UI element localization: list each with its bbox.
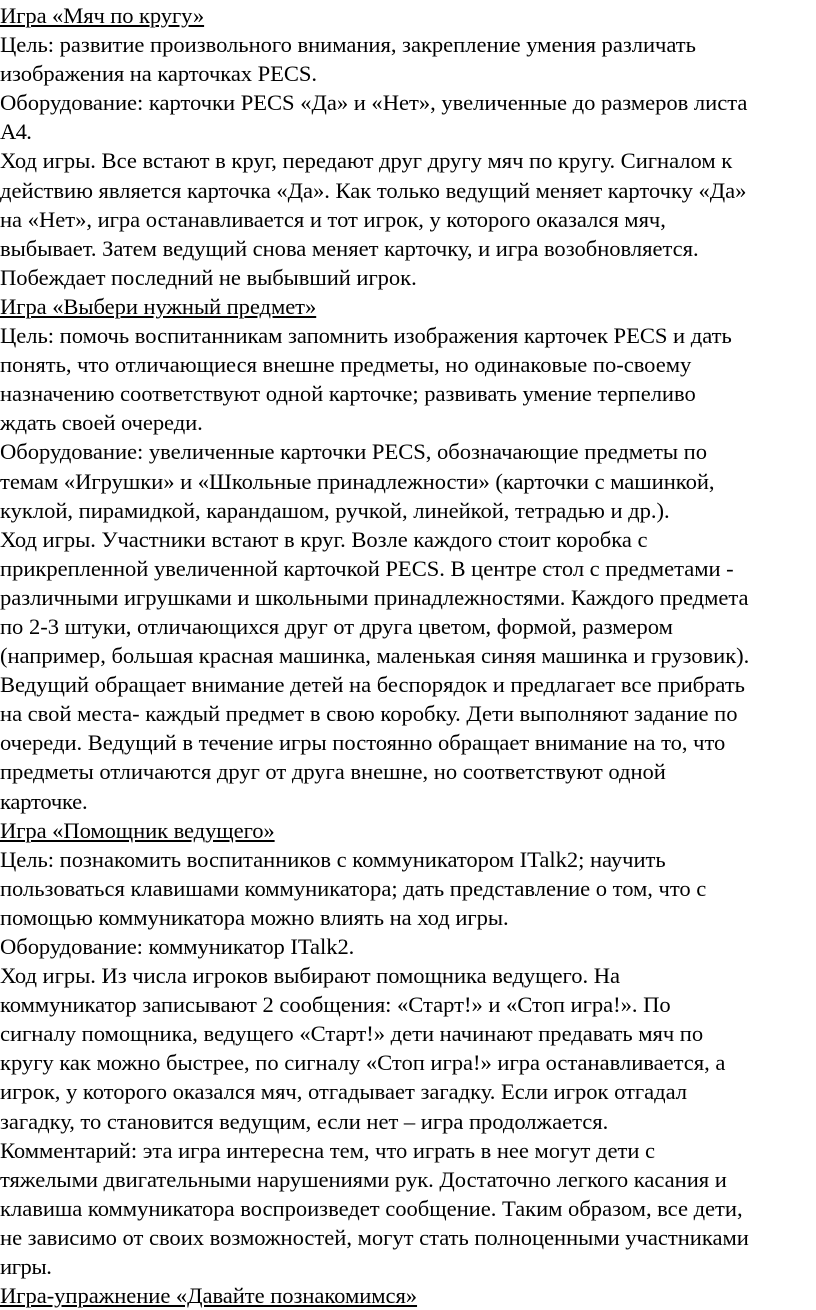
text-line: не зависимо от своих возможностей, могут стать полноценными участниками — [0, 1224, 749, 1250]
text-line: на «Нет», игра останавливается и тот игрок, у которого оказался мяч, — [0, 206, 666, 232]
text-line: Цель: помочь воспитанникам запомнить изображения карточек PECS и дать — [0, 323, 732, 349]
section-heading: Игра-упражнение «Давайте познакомимся» — [0, 1283, 418, 1309]
text-line: ждать своей очереди. — [0, 410, 203, 436]
text-line: назначению соответствуют одной карточке; развивать умение терпеливо — [0, 381, 696, 407]
section-heading: Игра «Помощник ведущего» — [0, 817, 275, 843]
text-line: на свой места- каждый предмет в свою коробку. Дети выполняют задание по — [0, 701, 738, 727]
text-line: загадку, то становится ведущим, если нет – игра продолжается. — [0, 1108, 609, 1134]
text-line: по 2-3 штуки, отличающихся друг от друга цветом, формой, размером — [0, 613, 673, 639]
text-line: коммуникатор записывают 2 сообщения: «Старт!» и «Стоп игра!». По — [0, 992, 671, 1018]
text-line: изображения на карточках PECS. — [0, 61, 317, 87]
text-line: прикрепленной увеличенной карточкой PECS. В центре стол с предметами - — [0, 555, 734, 581]
text-line: Комментарий: эта игра интересна тем, что играть в нее могут дети с — [0, 1137, 655, 1163]
text-line: Цель: познакомить воспитанников с коммуникатором ITalk2; научить — [0, 846, 666, 872]
text-line: Ведущий обращает внимание детей на беспорядок и предлагает все прибрать — [0, 672, 745, 698]
text-line: очереди. Ведущий в течение игры постоянно обращает внимание на то, что — [0, 730, 726, 756]
text-line: клавиша коммуникатора воспроизведет сообщение. Таким образом, все дети, — [0, 1195, 743, 1221]
text-line: действию является карточка «Да». Как только ведущий меняет карточку «Да» — [0, 177, 747, 203]
text-line: игрок, у которого оказался мяч, отгадывает загадку. Если игрок отгадал — [0, 1079, 688, 1105]
text-line: Ход игры. Из числа игроков выбирают помощника ведущего. На — [0, 963, 620, 989]
text-line: темам «Игрушки» и «Школьные принадлежности» (карточки с машинкой, — [0, 468, 715, 494]
text-line: Оборудование: увеличенные карточки PECS, обозначающие предметы по — [0, 439, 707, 465]
text-line: Оборудование: коммуникатор ITalk2. — [0, 934, 355, 959]
text-line: карточке. — [0, 788, 88, 814]
section-heading: Игра «Мяч по кругу» — [0, 3, 205, 28]
text-line: (например, большая красная машинка, маленькая синяя машинка и грузовик). — [0, 643, 750, 669]
text-line: куклой, пирамидкой, карандашом, ручкой, линейкой, тетрадью и др.). — [0, 497, 670, 523]
text-line: Побеждает последний не выбывший игрок. — [0, 264, 417, 290]
text-line: различными игрушками и школьными принадлежностями. Каждого предмета — [0, 584, 749, 610]
text-line: предметы отличаются друг от друга внешне, но соответствуют одной — [0, 759, 666, 785]
text-line: понять, что отличающиеся внешне предметы, но одинаковые по-своему — [0, 352, 692, 378]
section-heading: Игра «Выбери нужный предмет» — [0, 293, 317, 319]
text-line: помощью коммуникатора можно влиять на ход игры. — [0, 904, 509, 930]
text-line: тяжелыми двигательными нарушениями рук. Достаточно легкого касания и — [0, 1166, 727, 1192]
text-line: Ход игры. Участники встают в круг. Возле каждого стоит коробка с — [0, 526, 648, 552]
text-line: Ход игры. Все встают в круг, передают друг другу мяч по кругу. Сигналом к — [0, 148, 733, 174]
text-line: сигналу помощника, ведущего «Старт!» дети начинают предавать мяч по — [0, 1021, 704, 1047]
text-line: Оборудование: карточки PECS «Да» и «Нет», увеличенные до размеров листа — [0, 90, 748, 116]
text-line: Цель: развитие произвольного внимания, закрепление умения различать — [0, 32, 696, 58]
text-line: пользоваться клавишами коммуникатора; дать представление о том, что с — [0, 875, 707, 901]
text-line: выбывает. Затем ведущий снова меняет карточку, и игра возобновляется. — [0, 235, 699, 261]
text-line: игры. — [0, 1254, 52, 1280]
document-body — [0, 1, 816, 1310]
text-line: кругу как можно быстрее, по сигналу «Стоп игра!» игра останавливается, а — [0, 1050, 726, 1076]
text-line: А4. — [0, 119, 32, 145]
